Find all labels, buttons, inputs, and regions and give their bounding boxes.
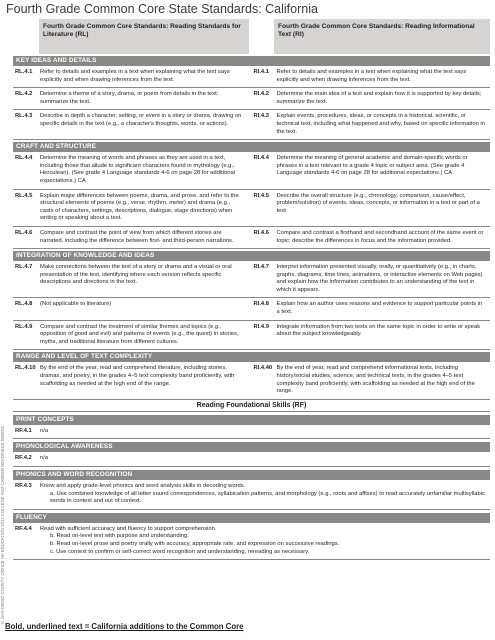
foundational-band: FLUENCY bbox=[13, 513, 490, 523]
standard-code: RI.4.5 bbox=[253, 192, 269, 199]
standard-code: RI.4.3 bbox=[253, 113, 269, 120]
standard-text: Integrate information from two texts on the same topic in order to write or speak about the subject knowledgeably. bbox=[276, 323, 481, 338]
substandard-text: c. Use context to confirm or self-correct word recognition and understanding, rereading as necessary. bbox=[50, 548, 310, 555]
page-title: Fourth Grade Common Core State Standards: California bbox=[6, 2, 318, 16]
standard-code: RL.4.10 bbox=[15, 365, 36, 372]
foundational-heading: Reading Foundational Skills (RF) bbox=[13, 400, 490, 412]
informational-standard bbox=[252, 321, 491, 350]
column-headers bbox=[13, 19, 490, 54]
standard-text: By the end of year, read and comprehend informational texts, including history/social studies, science, and technical texts, in the grades 4–5 text complexity band proficiently, with scaffolding as needed at the high end of the range. bbox=[276, 365, 475, 395]
standard-code: RL.4.5 bbox=[15, 192, 33, 199]
copyright-side-text: © SAN DIEGO COUNTY OFFICE OF EDUCATION 2012 COLLEGE AND CAREER READINESS SERIES bbox=[0, 426, 5, 625]
literature-standard bbox=[13, 88, 252, 109]
standard-code: RF.4.2 bbox=[15, 455, 32, 462]
standard-text: Determine the meaning of words and phrases as they are used in a text, including those that allude to significant characters found in mythology (e.g., Herculean). (See grade 4 Language standards 4-6 on page 28 for additional expectations.) CA bbox=[40, 155, 235, 184]
standard-text: Determine the meaning of general academic and domain-specific words or phrases in a text relevant to a grade 4 topic or subject area. (See grade 4 Language standards 4-6 on page 28 for additional expectations.) CA bbox=[276, 155, 468, 177]
literature-standard bbox=[13, 362, 252, 398]
standard-text bbox=[40, 425, 490, 439]
literature-standard bbox=[13, 227, 252, 248]
informational-standard bbox=[252, 152, 491, 188]
standard-text: Describe in depth a character, setting, or event in a story or drama, drawing on specific details in the text (e.g., a character's thoughts, words, or actions). bbox=[40, 113, 242, 127]
standard-text: Compare and contrast the point of view from which different stories are narrated, including the difference between first- and third-person narrations. bbox=[40, 229, 234, 244]
informational-standard bbox=[252, 190, 491, 226]
standard-text bbox=[40, 523, 490, 559]
standard-text: By the end of the year, read and comprehend literature, including stories, dramas, and poetry, in the grades 4–5 text complexity band proficiently, with scaffolding as needed at the high end of the range. bbox=[40, 365, 235, 387]
standard-code: RI.4.7 bbox=[253, 264, 269, 271]
standard-code: RI.4.1 bbox=[253, 69, 269, 75]
standard-text: Explain events, procedures, ideas, or concepts in a historical, scientific, or technical text, including what happened and why, based on specific information in the text. bbox=[276, 113, 485, 135]
standard-row bbox=[13, 66, 490, 88]
literature-standard bbox=[13, 66, 252, 87]
standard-code: RL.4.6 bbox=[15, 229, 33, 236]
foundational-band: PHONICS AND WORD RECOGNITION bbox=[13, 470, 490, 480]
footer-note: Bold, underlined text = California additions to the Common Core bbox=[5, 622, 244, 631]
literature-standard bbox=[13, 152, 252, 188]
literature-standard bbox=[13, 298, 252, 319]
standard-text: Compare and contrast the treatment of similar themes and topics (e.g., opposition of good and evil) and patterns of events (e.g., the quest) in stories, myths, and traditional literature from different cultures. bbox=[40, 323, 239, 345]
section-band: CRAFT AND STRUCTURE bbox=[13, 142, 490, 152]
literature-standard bbox=[13, 110, 252, 139]
standard-text: Interpret information presented visually, orally, or quantitatively (e.g., in charts, graphs, diagrams, time lines, animations, or interactive elements on Web pages) and explain how the information contributes to an understanding of the text in which it appears. bbox=[276, 264, 483, 293]
standard-code: RL.4.8 bbox=[15, 301, 33, 308]
standard-text bbox=[40, 452, 490, 466]
literature-standard bbox=[13, 190, 252, 226]
informational-standard bbox=[252, 110, 491, 139]
section-band: INTEGRATION OF KNOWLEDGE AND IDEAS bbox=[13, 251, 490, 261]
substandard-text: a. Use combined knowledge of all letter sound correspondences, syllabication patterns, and morphology (e.g., roots and affixes) to read accurately unfamiliar multisyllabic words in context and out of context. bbox=[50, 490, 485, 505]
foundational-row bbox=[13, 523, 490, 560]
standard-code: RI.4.4 bbox=[253, 155, 269, 162]
foundational-row bbox=[13, 425, 490, 440]
standard-code: RF.4.4 bbox=[15, 525, 32, 532]
standard-code: RI.4.9 bbox=[253, 323, 269, 330]
standard-text: Compare and contrast a firsthand and secondhand account of the same event or topic; describe the differences in focus and the information provided. bbox=[276, 229, 484, 244]
standard-text: (Not applicable to literature) bbox=[40, 301, 112, 308]
standards-table bbox=[13, 19, 490, 560]
foundational-band: PRINT CONCEPTS bbox=[13, 415, 490, 425]
standard-code: RL.4.2 bbox=[15, 91, 33, 98]
column-header-literature: Fourth Grade Common Core Standards: Reading Standards for Literature (RL) bbox=[39, 19, 249, 54]
standard-main-text: n/a bbox=[40, 455, 49, 462]
standard-row bbox=[13, 261, 490, 298]
informational-standard bbox=[252, 261, 491, 297]
informational-standard bbox=[252, 362, 491, 398]
foundational-container bbox=[13, 415, 490, 560]
informational-standard bbox=[252, 298, 491, 319]
informational-standard bbox=[252, 66, 491, 87]
substandard-text: b. Read on-level prose and poetry orally with accuracy, appropriate rate, and expression on successive readings. bbox=[50, 540, 340, 547]
standard-code: RL.4.4 bbox=[15, 155, 33, 162]
standard-text: Determine a theme of a story, drama, or poem from details in the text; summarize the text. bbox=[40, 91, 219, 105]
standard-code: RI.4.2 bbox=[253, 91, 269, 98]
standard-main-text: Know and apply grade-level phonics and word analysis skills in decoding words. bbox=[40, 483, 246, 489]
standard-row bbox=[13, 321, 490, 351]
substandard-text: b. Read on-level text with purpose and understanding. bbox=[50, 533, 189, 540]
standard-code: RF.4.3 bbox=[15, 483, 32, 489]
literature-standard bbox=[13, 321, 252, 350]
informational-standard bbox=[252, 227, 491, 248]
column-header-informational: Fourth Grade Common Core Standards: Reading Informational Text (RI) bbox=[274, 19, 490, 54]
standard-row bbox=[13, 362, 490, 399]
standard-code: RL.4.3 bbox=[15, 113, 33, 120]
standard-row bbox=[13, 190, 490, 227]
standard-row bbox=[13, 110, 490, 140]
standard-main-text: n/a bbox=[40, 427, 49, 434]
standard-text bbox=[40, 480, 490, 509]
foundational-band: PHONOLOGICAL AWARENESS bbox=[13, 442, 490, 452]
standard-text: Explain how an author uses reasons and evidence to support particular points in a text. bbox=[276, 301, 483, 316]
standard-row bbox=[13, 152, 490, 189]
standard-text: Refer to details and examples in a text when explaining what the text says explicitly and when drawing inferences from the text. bbox=[276, 69, 467, 83]
standard-text: Explain major differences between poems, drama, and prose, and refer to the structural elements of poems (e.g., verse, rhythm, meter) and drama (e.g., casts of characters, settings, descriptions, dialogue, stage directions) when writing or speaking about a text. bbox=[40, 192, 239, 222]
standard-code: RL.4.1 bbox=[15, 69, 33, 75]
standard-text: Make connections between the text of a story or drama and a visual or oral presentation of the text, identifying where each version reflects specific descriptions and directions in the text. bbox=[40, 264, 232, 286]
standard-code: RF.4.1 bbox=[15, 427, 32, 434]
section-band: RANGE AND LEVEL OF TEXT COMPLEXITY bbox=[13, 352, 490, 362]
standard-row bbox=[13, 227, 490, 249]
informational-standard bbox=[252, 88, 491, 109]
standard-row bbox=[13, 298, 490, 320]
standard-text: Describe the overall structure (e.g., chronology, comparison, cause/effect, problem/solution) of events, ideas, concepts, or information in a text or part of a text bbox=[276, 192, 480, 214]
standard-text: Refer to details and examples in a text when explaining what the text says explicitly and when drawing inferences from the text. bbox=[40, 69, 230, 83]
standard-row bbox=[13, 88, 490, 110]
standard-text: Determine the main idea of a text and explain how it is supported by key details; summarize the text. bbox=[276, 91, 482, 105]
standard-code: RL.4.9 bbox=[15, 323, 33, 330]
sections-container bbox=[13, 56, 490, 400]
section-band: KEY IDEAS AND DETAILS bbox=[13, 56, 490, 66]
foundational-row bbox=[13, 452, 490, 467]
literature-standard bbox=[13, 261, 252, 297]
standard-code: RI.4.40 bbox=[253, 365, 273, 372]
standard-code: RI.4.8 bbox=[253, 301, 269, 308]
standard-code: RI.4.6 bbox=[253, 229, 269, 236]
standard-code: RL.4.7 bbox=[15, 264, 33, 271]
foundational-row bbox=[13, 480, 490, 510]
standard-main-text: Read with sufficient accuracy and fluency to support comprehension. bbox=[40, 525, 217, 532]
